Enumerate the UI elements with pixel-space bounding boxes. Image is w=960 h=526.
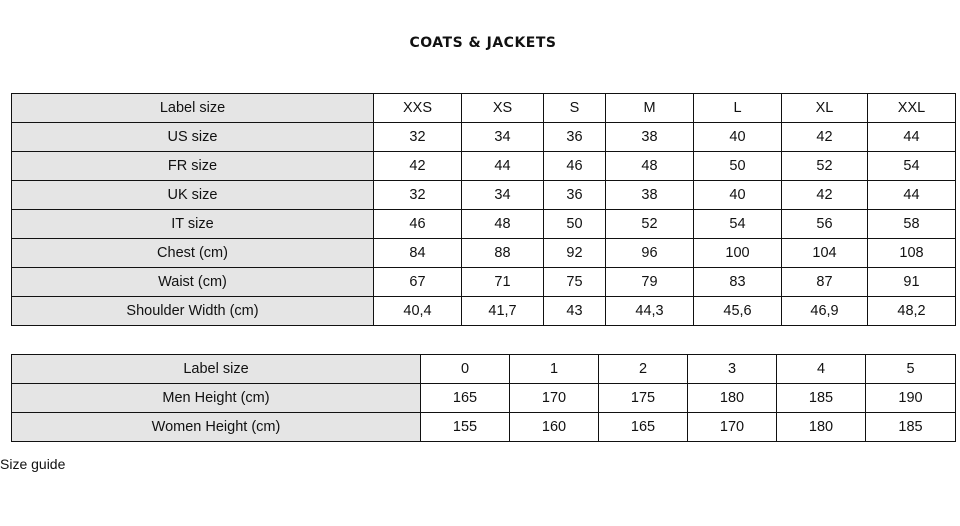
- table-cell: 56: [782, 210, 868, 239]
- table-cell: 3: [688, 355, 777, 384]
- table-cell: 52: [782, 152, 868, 181]
- table-cell: 155: [421, 413, 510, 442]
- table-row: [12, 355, 956, 384]
- size-table: [11, 93, 956, 326]
- table-row: [12, 152, 956, 181]
- table-cell: 38: [606, 181, 694, 210]
- table-cell: 96: [606, 239, 694, 268]
- table-cell: 54: [694, 210, 782, 239]
- row-label: Label size: [12, 94, 374, 123]
- table-cell: 52: [606, 210, 694, 239]
- table-cell: 36: [544, 181, 606, 210]
- table-cell: 180: [777, 413, 866, 442]
- table-cell: 0: [421, 355, 510, 384]
- table-cell: XXS: [374, 94, 462, 123]
- table-cell: S: [544, 94, 606, 123]
- table-cell: 40: [694, 123, 782, 152]
- row-label: Chest (cm): [12, 239, 374, 268]
- table-cell: 87: [782, 268, 868, 297]
- table-cell: 50: [544, 210, 606, 239]
- table-row: [12, 413, 956, 442]
- table-cell: 4: [777, 355, 866, 384]
- table-cell: 185: [777, 384, 866, 413]
- table-cell: 71: [462, 268, 544, 297]
- table-cell: 34: [462, 181, 544, 210]
- table-cell: 5: [866, 355, 956, 384]
- size-guide-link[interactable]: Size guide: [0, 456, 66, 472]
- row-label: Waist (cm): [12, 268, 374, 297]
- table-cell: 185: [866, 413, 956, 442]
- table-cell: 38: [606, 123, 694, 152]
- page-title: COATS & JACKETS: [409, 35, 557, 51]
- table-cell: 36: [544, 123, 606, 152]
- row-label: US size: [12, 123, 374, 152]
- table-cell: 108: [868, 239, 956, 268]
- table-cell: 58: [868, 210, 956, 239]
- table-cell: 170: [688, 413, 777, 442]
- table-cell: 2: [599, 355, 688, 384]
- table-cell: 84: [374, 239, 462, 268]
- table-cell: 34: [462, 123, 544, 152]
- table-cell: 43: [544, 297, 606, 326]
- table-cell: 190: [866, 384, 956, 413]
- table-cell: 42: [782, 123, 868, 152]
- table-cell: L: [694, 94, 782, 123]
- table-cell: 100: [694, 239, 782, 268]
- row-label: UK size: [12, 181, 374, 210]
- table-cell: 40,4: [374, 297, 462, 326]
- table-row: [12, 123, 956, 152]
- table-cell: 104: [782, 239, 868, 268]
- table-cell: 32: [374, 181, 462, 210]
- table-cell: 46: [374, 210, 462, 239]
- table-cell: XS: [462, 94, 544, 123]
- table-cell: 75: [544, 268, 606, 297]
- table-cell: 79: [606, 268, 694, 297]
- table-cell: 180: [688, 384, 777, 413]
- table-cell: 92: [544, 239, 606, 268]
- table-cell: 170: [510, 384, 599, 413]
- table-cell: 48: [606, 152, 694, 181]
- table-cell: 88: [462, 239, 544, 268]
- row-label: Women Height (cm): [12, 413, 421, 442]
- table-cell: 48,2: [868, 297, 956, 326]
- table-cell: 48: [462, 210, 544, 239]
- table-cell: M: [606, 94, 694, 123]
- table-cell: 44: [462, 152, 544, 181]
- table-cell: 165: [421, 384, 510, 413]
- table-cell: 67: [374, 268, 462, 297]
- table-row: [12, 210, 956, 239]
- table-cell: 175: [599, 384, 688, 413]
- table-row: [12, 94, 956, 123]
- table-cell: 44,3: [606, 297, 694, 326]
- table-cell: 41,7: [462, 297, 544, 326]
- table-cell: 54: [868, 152, 956, 181]
- table-cell: 32: [374, 123, 462, 152]
- table-cell: 165: [599, 413, 688, 442]
- table-cell: 46: [544, 152, 606, 181]
- table-cell: 83: [694, 268, 782, 297]
- table-cell: XL: [782, 94, 868, 123]
- table-row: [12, 268, 956, 297]
- table-row: [12, 239, 956, 268]
- table-cell: 91: [868, 268, 956, 297]
- row-label: Shoulder Width (cm): [12, 297, 374, 326]
- table-row: [12, 384, 956, 413]
- height-table: [11, 354, 956, 442]
- table-row: [12, 297, 956, 326]
- table-row: [12, 181, 956, 210]
- table-cell: 44: [868, 181, 956, 210]
- row-label: IT size: [12, 210, 374, 239]
- table-cell: 45,6: [694, 297, 782, 326]
- table-cell: 1: [510, 355, 599, 384]
- row-label: Label size: [12, 355, 421, 384]
- table-cell: 46,9: [782, 297, 868, 326]
- row-label: Men Height (cm): [12, 384, 421, 413]
- table-cell: 160: [510, 413, 599, 442]
- table-cell: 50: [694, 152, 782, 181]
- table-cell: 44: [868, 123, 956, 152]
- table-cell: 40: [694, 181, 782, 210]
- row-label: FR size: [12, 152, 374, 181]
- table-cell: XXL: [868, 94, 956, 123]
- table-cell: 42: [782, 181, 868, 210]
- table-cell: 42: [374, 152, 462, 181]
